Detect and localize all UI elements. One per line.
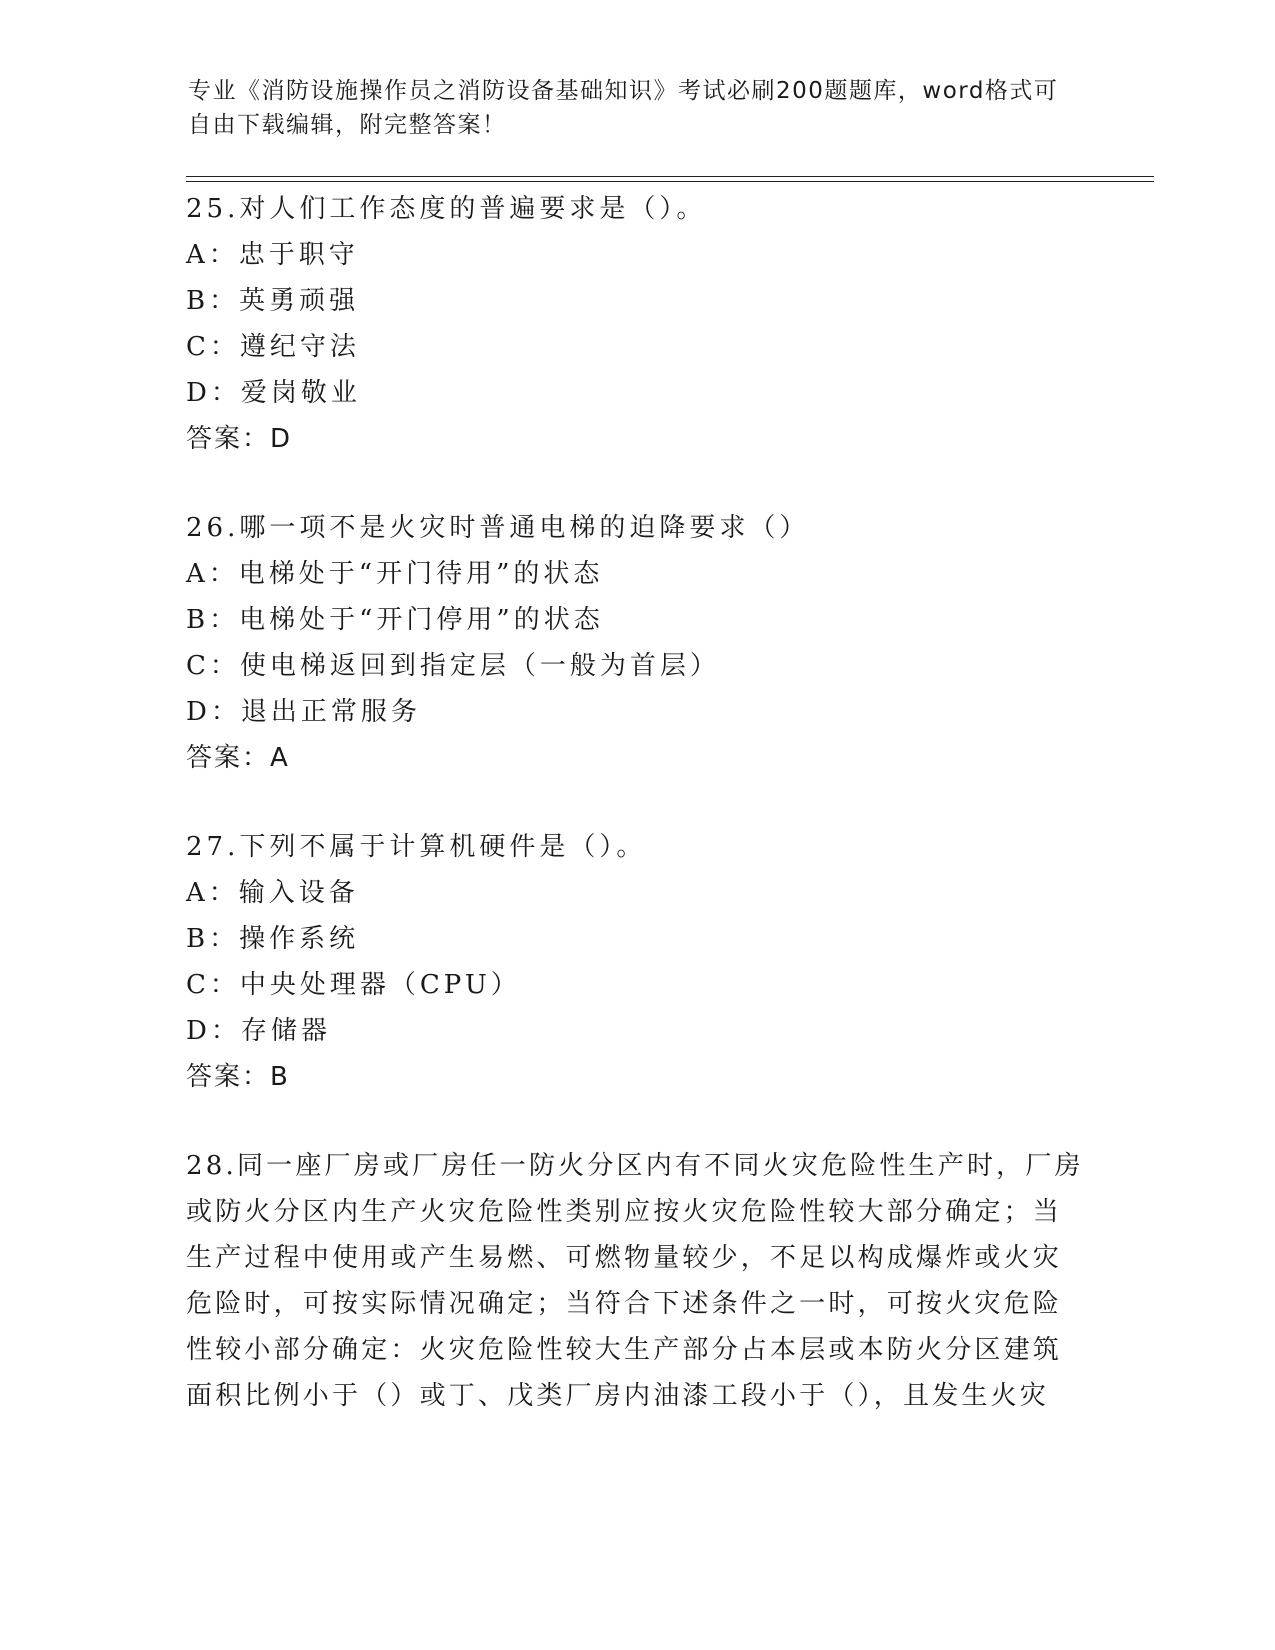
question-stem: 27.下列不属于计算机硬件是（）。 — [186, 832, 647, 862]
question-27 — [186, 824, 1086, 1100]
option-d: D：爱岗敬业 — [186, 378, 361, 408]
question-28 — [186, 1143, 1086, 1419]
question-text-line-4: 危险时，可按实际情况确定；当符合下述条件之一时，可按火灾危险 — [186, 1289, 1063, 1319]
answer-line: 答案：A — [186, 743, 290, 773]
question-text-line-3: 生产过程中使用或产生易燃、可燃物量较少，不足以构成爆炸或火灾 — [186, 1243, 1063, 1273]
question-25 — [186, 186, 1086, 462]
option-a: A：忠于职守 — [186, 240, 359, 270]
question-text-line-5: 性较小部分确定：火灾危险性较大生产部分占本层或本防火分区建筑 — [186, 1335, 1063, 1365]
question-text-line-2: 或防火分区内生产火灾危险性类别应按火灾危险性较大部分确定；当 — [186, 1197, 1063, 1227]
option-b: B：英勇顽强 — [186, 286, 360, 316]
option-b: B：电梯处于“开门停用”的状态 — [186, 605, 604, 635]
answer-line: 答案：B — [186, 1062, 290, 1092]
document-header — [188, 74, 1068, 142]
answer-line: 答案：D — [186, 424, 293, 454]
option-a: A：输入设备 — [186, 878, 359, 908]
question-stem: 25.对人们工作态度的普遍要求是（）。 — [186, 194, 707, 224]
option-c: C：遵纪守法 — [186, 332, 360, 362]
question-26 — [186, 505, 1086, 781]
option-b: B：操作系统 — [186, 924, 360, 954]
header-line-1: 专业《消防设施操作员之消防设备基础知识》考试必刷200题题库，word格式可 — [188, 78, 1059, 104]
header-divider-bottom — [186, 181, 1154, 182]
question-text-line-1: 28.同一座厂房或厂房任一防火分区内有不同火灾危险性生产时，厂房 — [186, 1151, 1084, 1181]
header-line-2: 自由下载编辑，附完整答案！ — [188, 112, 507, 138]
option-d: D：存储器 — [186, 1016, 331, 1046]
option-c: C：使电梯返回到指定层（一般为首层） — [186, 651, 720, 681]
header-divider-top — [186, 176, 1154, 177]
question-text-line-6: 面积比例小于（）或丁、戊类厂房内油漆工段小于（），且发生火灾 — [186, 1381, 1050, 1411]
question-stem: 26.哪一项不是火灾时普通电梯的迫降要求（） — [186, 513, 810, 543]
option-c: C：中央处理器（CPU） — [186, 970, 521, 1000]
option-a: A：电梯处于“开门待用”的状态 — [186, 559, 604, 589]
option-d: D：退出正常服务 — [186, 697, 421, 727]
